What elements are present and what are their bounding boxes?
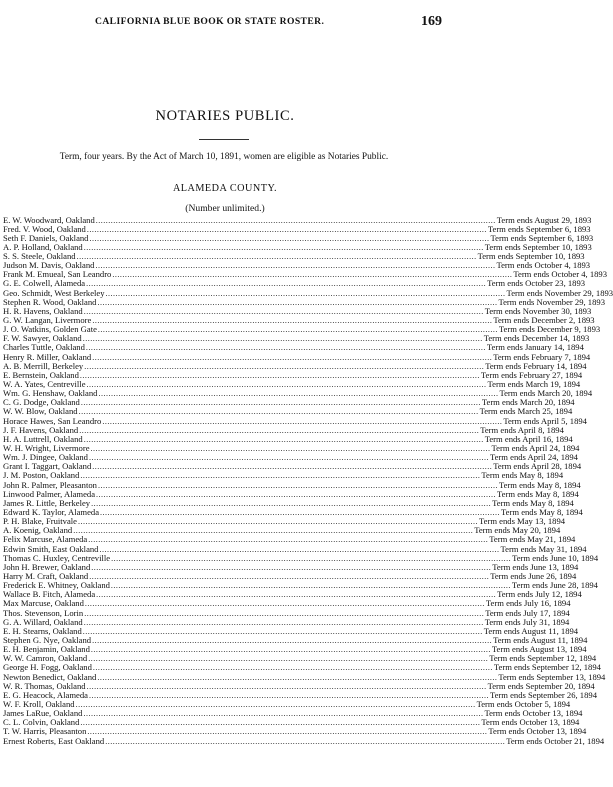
term-end: Term ends March 20, 1894	[499, 388, 593, 399]
title-rule	[199, 139, 249, 140]
term-end: Term ends August 11, 1894	[483, 625, 579, 636]
notary-name: Judson M. Davis, Oakland	[3, 260, 95, 271]
term-end: Term ends April 24, 1894	[491, 443, 580, 454]
notary-name: J. M. Poston, Oakland	[3, 470, 80, 481]
dot-leader: ................................................................................................................................................................	[102, 416, 503, 426]
notary-name: P. H. Blake, Fruitvale	[3, 516, 77, 527]
term-end: Term ends June 13, 1894	[492, 561, 579, 572]
notary-name: John R. Palmer, Pleasanton	[3, 479, 97, 490]
term-end: Term ends December 14, 1893	[483, 333, 590, 344]
notary-name: E. H. Benjamin, Oakland	[3, 644, 90, 655]
dot-leader: ................................................................................................................................................................	[92, 663, 493, 673]
list-item	[3, 735, 605, 746]
dot-leader: ................................................................................................................................................................	[85, 343, 486, 353]
dot-leader: ................................................................................................................................................................	[82, 626, 483, 636]
dot-leader: ................................................................................................................................................................	[95, 215, 496, 225]
dot-leader: ................................................................................................................................................................	[95, 261, 496, 271]
notary-name: Wallace B. Fitch, Alameda	[3, 589, 96, 600]
notary-name: Frederick E. Whitney, Oakland	[3, 580, 110, 591]
term-end: Term ends May 8, 1894	[497, 488, 579, 499]
dot-leader: ................................................................................................................................................................	[76, 252, 477, 262]
dot-leader: ................................................................................................................................................................	[82, 334, 483, 344]
term-end: Term ends May 20, 1894	[474, 525, 561, 536]
dot-leader: ................................................................................................................................................................	[91, 562, 492, 572]
dot-leader: ................................................................................................................................................................	[80, 718, 481, 728]
notary-name: Henry R. Miller, Oakland	[3, 351, 92, 362]
term-end: Term ends May 31, 1894	[500, 543, 587, 554]
term-end: Term ends August 11, 1894	[493, 634, 588, 645]
term-end: Term ends February 7, 1894	[493, 351, 591, 362]
dot-leader: ................................................................................................................................................................	[83, 617, 484, 627]
dot-leader: ................................................................................................................................................................	[73, 526, 474, 536]
term-end: Term ends January 14, 1894	[486, 342, 584, 353]
notary-name: J. F. Havens, Oakland	[3, 424, 79, 435]
notary-name: E. G. Heacock, Alameda	[3, 689, 88, 700]
notary-name: Stephen R. Wood, Oakland	[3, 296, 97, 307]
notary-name: H. R. Havens, Oakland	[3, 305, 83, 316]
term-end: Term ends June 10, 1894	[512, 552, 599, 563]
notary-name: G. E. Colwell, Alameda	[3, 278, 86, 289]
notary-name: Fred. V. Wood, Oakland	[3, 223, 86, 234]
notary-name: J. O. Watkins, Golden Gate	[3, 324, 97, 335]
dot-leader: ................................................................................................................................................................	[110, 581, 511, 591]
term-end: Term ends October 13, 1894	[488, 726, 587, 737]
dot-leader: ................................................................................................................................................................	[86, 380, 487, 390]
term-end: Term ends November 29, 1893	[506, 287, 613, 298]
notary-name: C. L. Colvin, Oakland	[3, 717, 80, 728]
term-end: Term ends April 8, 1894	[480, 424, 564, 435]
notary-name: A. P. Holland, Oakland	[3, 241, 83, 252]
dot-leader: ................................................................................................................................................................	[86, 279, 487, 289]
term-end: Term ends April 5, 1894	[503, 415, 587, 426]
dot-leader: ................................................................................................................................................................	[80, 471, 481, 481]
notary-name: Max Marcuse, Oakland	[3, 598, 84, 609]
term-end: Term ends September 26, 1894	[489, 689, 597, 700]
dot-leader: ................................................................................................................................................................	[79, 370, 480, 380]
term-end: Term ends June 26, 1894	[490, 570, 577, 581]
notary-name: John H. Brewer, Oakland	[3, 561, 91, 572]
notary-name: G. W. Langan, Livermore	[3, 315, 92, 326]
notary-name: E. H. Stearns, Oakland	[3, 625, 82, 636]
dot-leader: ................................................................................................................................................................	[105, 736, 506, 746]
dot-leader: ................................................................................................................................................................	[112, 270, 513, 280]
notary-name: S. S. Steele, Oakland	[3, 251, 76, 262]
county-heading: ALAMEDA COUNTY.	[172, 183, 278, 194]
dot-leader: ................................................................................................................................................................	[97, 480, 498, 490]
dot-leader: ................................................................................................................................................................	[89, 571, 490, 581]
dot-leader: ................................................................................................................................................................	[84, 361, 485, 371]
term-end: Term ends May 8, 1894	[498, 479, 581, 490]
dot-leader: ................................................................................................................................................................	[92, 635, 493, 645]
notary-name: James LaRue, Oakland	[3, 708, 83, 719]
term-end: Term ends November 30, 1893	[484, 305, 592, 316]
count-note: (Number unlimited.)	[185, 203, 265, 214]
notary-name: E. W. Woodward, Oakland	[3, 214, 95, 225]
notary-name: W. A. Yates, Centreville	[3, 379, 86, 390]
dot-leader: ................................................................................................................................................................	[100, 508, 501, 517]
dot-leader: ................................................................................................................................................................	[88, 453, 489, 463]
notary-name: Thomas C. Huxley, Centreville	[3, 552, 111, 563]
notary-name: A. B. Merrill, Berkeley	[3, 360, 84, 371]
running-head: CALIFORNIA BLUE BOOK OR STATE ROSTER.	[95, 16, 325, 27]
notary-name: H. A. Luttrell, Oakland	[3, 433, 83, 444]
dot-leader: ................................................................................................................................................................	[105, 288, 506, 298]
dot-leader: ................................................................................................................................................................	[99, 544, 500, 554]
notary-name: W. R. Thomas, Oakland	[3, 680, 86, 691]
dot-leader: ................................................................................................................................................................	[88, 654, 489, 664]
term-end: Term ends May 8, 1894	[492, 497, 574, 508]
notary-name: E. Bernstein, Oakland	[3, 369, 79, 380]
dot-leader: ................................................................................................................................................................	[97, 297, 498, 307]
notary-name: W. H. Wright, Livermore	[3, 443, 90, 454]
notary-name: Edward K. Taylor, Alameda	[3, 507, 100, 517]
term-end: Term ends February 27, 1894	[480, 369, 583, 380]
term-end: Term ends July 12, 1894	[497, 589, 582, 600]
term-end: Term ends September 10, 1893	[477, 251, 585, 262]
notary-name: Wm. G. Henshaw, Oakland	[3, 388, 98, 399]
dot-leader: ................................................................................................................................................................	[84, 608, 485, 618]
term-end: Term ends November 29, 1893	[498, 296, 605, 307]
dot-leader: ................................................................................................................................................................	[87, 727, 488, 737]
term-end: Term ends July 16, 1894	[485, 598, 571, 609]
term-end: Term ends March 20, 1894	[481, 397, 575, 408]
term-end: Term ends April 16, 1894	[484, 433, 573, 444]
term-end: Term ends April 28, 1894	[493, 461, 582, 472]
term-end: Term ends May 21, 1894	[489, 534, 576, 545]
term-end: Term ends October 21, 1894	[506, 735, 605, 746]
dot-leader: ................................................................................................................................................................	[92, 352, 493, 362]
notary-name: Charles Tuttle, Oakland	[3, 342, 85, 353]
term-end: Term ends October 23, 1893	[487, 278, 586, 289]
notary-name: James R. Little, Berkeley	[3, 497, 91, 508]
dot-leader: ................................................................................................................................................................	[75, 699, 476, 709]
notary-name: Ernest Roberts, East Oakland	[3, 735, 105, 746]
notary-list	[3, 214, 613, 746]
notary-name: W. F. Kroll, Oakland	[3, 698, 75, 709]
term-end: Term ends July 17, 1894	[485, 607, 570, 618]
notary-name: F. W. Sawyer, Oakland	[3, 333, 82, 344]
term-end: Term ends October 13, 1894	[484, 708, 583, 719]
dot-leader: ................................................................................................................................................................	[83, 434, 484, 444]
term-end: Term ends May 8, 1894	[481, 470, 564, 481]
term-end: Term ends September 20, 1894	[487, 680, 595, 691]
notary-name: Frank M. Emueal, San Leandro	[3, 269, 112, 280]
term-end: Term ends September 12, 1894	[493, 662, 601, 673]
section-title: NOTARIES PUBLIC.	[155, 108, 295, 124]
notary-name: A. Koenig, Oakland	[3, 525, 73, 536]
notary-name: W. W. Camron, Oakland	[3, 653, 88, 664]
notary-name: Horace Hawes, San Leandro	[3, 415, 102, 426]
page-number: 169	[421, 14, 442, 29]
dot-leader: ................................................................................................................................................................	[83, 242, 484, 252]
dot-leader: ................................................................................................................................................................	[86, 681, 487, 691]
notary-name: Felix Marcuse, Alameda	[3, 534, 88, 545]
dot-leader: ................................................................................................................................................................	[84, 599, 485, 609]
notary-name: Newton Benedict, Oakland	[3, 671, 97, 682]
dot-leader: ................................................................................................................................................................	[98, 389, 499, 399]
dot-leader: ................................................................................................................................................................	[79, 425, 480, 435]
dot-leader: ................................................................................................................................................................	[89, 233, 490, 243]
dot-leader: ................................................................................................................................................................	[78, 517, 478, 527]
dot-leader: ................................................................................................................................................................	[80, 398, 481, 408]
dot-leader: ................................................................................................................................................................	[88, 690, 489, 700]
dot-leader: ................................................................................................................................................................	[97, 325, 498, 335]
notary-name: C. G. Dodge, Oakland	[3, 397, 80, 408]
dot-leader: ................................................................................................................................................................	[90, 645, 491, 655]
term-end: Term ends September 6, 1893	[487, 223, 591, 234]
dot-leader: ................................................................................................................................................................	[83, 306, 484, 316]
dot-leader: ................................................................................................................................................................	[78, 407, 479, 417]
term-end: Term ends August 13, 1894	[491, 644, 587, 655]
notary-name: Edwin Smith, East Oakland	[3, 543, 99, 554]
notary-name: Geo. Schmidt, West Berkeley	[3, 287, 105, 298]
term-end: Term ends September 13, 1894	[498, 671, 606, 682]
dot-leader: ................................................................................................................................................................	[83, 709, 484, 719]
term-end: Term ends July 31, 1894	[484, 616, 570, 627]
term-end: Term ends May 13, 1894	[479, 516, 566, 527]
dot-leader: ................................................................................................................................................................	[91, 498, 492, 508]
notary-name: Grant I. Taggart, Oakland	[3, 461, 92, 472]
term-end: Term ends May 8, 1894	[501, 507, 583, 517]
term-end: Term ends December 2, 1893	[493, 315, 595, 326]
dot-leader: ................................................................................................................................................................	[92, 462, 493, 472]
notary-name: Thos. Stevenson, Lorin	[3, 607, 84, 618]
term-end: Term ends December 9, 1893	[498, 324, 601, 335]
term-end: Term ends September 10, 1893	[484, 241, 592, 252]
term-end: Term ends October 4, 1893	[496, 260, 591, 271]
dot-leader: ................................................................................................................................................................	[90, 444, 491, 454]
page-header	[0, 14, 450, 32]
term-end: Term ends September 6, 1893	[490, 232, 594, 243]
notary-name: T. W. Harris, Pleasanton	[3, 726, 87, 737]
dot-leader: ................................................................................................................................................................	[111, 553, 512, 563]
term-end: Term ends August 29, 1893	[496, 214, 592, 225]
term-end: Term ends March 25, 1894	[479, 406, 573, 417]
dot-leader: ................................................................................................................................................................	[97, 672, 498, 682]
notary-name: Harry M. Craft, Oakland	[3, 570, 89, 581]
term-end: Term ends September 12, 1894	[489, 653, 597, 664]
term-end: Term ends March 19, 1894	[487, 379, 581, 390]
dot-leader: ................................................................................................................................................................	[96, 489, 497, 499]
notary-name: W. W. Blow, Oakland	[3, 406, 78, 417]
notary-name: Seth F. Daniels, Oakland	[3, 232, 89, 243]
dot-leader: ................................................................................................................................................................	[88, 535, 489, 545]
notary-name: Linwood Palmer, Alameda	[3, 488, 96, 499]
term-end: Term ends April 24, 1894	[489, 452, 578, 463]
term-end: Term ends June 28, 1894	[511, 580, 598, 591]
notary-name: Wm. J. Dingee, Oakland	[3, 452, 88, 463]
notary-name: G. A. Willard, Oakland	[3, 616, 83, 627]
term-end: Term ends February 14, 1894	[485, 360, 587, 371]
term-end: Term ends October 5, 1894	[476, 698, 571, 709]
term-end: Term ends October 13, 1894	[481, 717, 580, 728]
term-end: Term ends October 4, 1893	[513, 269, 608, 280]
dot-leader: ................................................................................................................................................................	[92, 316, 493, 326]
dot-leader: ................................................................................................................................................................	[96, 590, 497, 600]
notary-name: George H. Fogg, Oakland	[3, 662, 92, 673]
intro-paragraph: Term, four years. By the Act of March 10, 1891, women are eligible as Notaries Public.	[59, 152, 389, 162]
notary-name: Stephen G. Nye, Oakland	[3, 634, 92, 645]
dot-leader: ................................................................................................................................................................	[86, 224, 487, 234]
